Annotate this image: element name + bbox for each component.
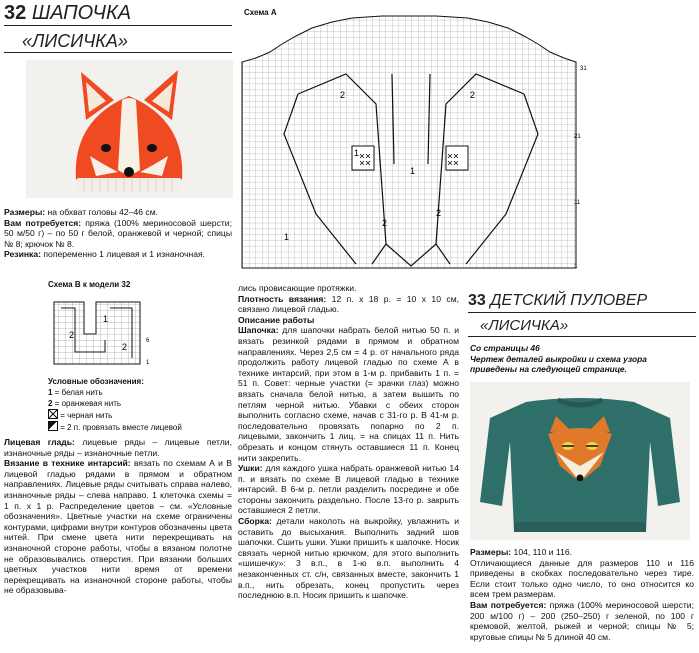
schema-a-label-2b: 2	[382, 218, 388, 228]
schema-a-label-2a: 2	[340, 90, 346, 100]
model33-number: 33	[468, 292, 486, 309]
para-floats: лись провисающие протяжки.	[238, 283, 357, 293]
schema-a-title: Схема А	[244, 8, 277, 17]
schema-b-label-1: 1	[103, 314, 109, 324]
m33-size-note: Отличающиеся данные для размеров 110 и 116 приведены в скобках последовательно через тире. Если стоит только одно число, то оно относится ко всем трем размерам.	[470, 557, 694, 600]
legend-title: Условные обозначения:	[48, 377, 144, 386]
para-gauge: Плотность вязания: 12 п. х 18 р. = 10 х 10 см, связано лицевой гладью.	[238, 293, 459, 315]
fox-sweater-photo	[470, 382, 690, 540]
model32-title-rule	[4, 25, 232, 26]
col1-body-text	[4, 437, 232, 596]
cross-box-icon	[48, 409, 58, 419]
m33-materials: Вам потребуется: пряжа (100% мериносовой шерсти; 200 м/100 г) – 200 (250–250) г зеленой, по 100 г кремовой, желтой, рыжей и черной; спицы № 5; круговые спицы № 5 длиной 40 см.	[470, 599, 694, 642]
legend-black: = черная нить	[48, 409, 228, 421]
schema-a-label-2d: 2	[436, 208, 442, 218]
schema-a-chart	[236, 14, 586, 270]
para-description-heading: Описание работы	[238, 314, 315, 325]
model32-specs	[4, 207, 232, 260]
schema-a-label-1b: 1	[284, 232, 290, 242]
spec-sizes: Размеры: на обхват головы 42–46 см.	[4, 207, 158, 217]
schema-a-label-1c: 1	[410, 166, 416, 176]
schema-a-row-21: 21	[574, 134, 581, 140]
model33-subtitle-rule	[468, 336, 696, 337]
model32-subtitle: «ЛИСИЧКА»	[22, 31, 128, 51]
para-stockinette: Лицевая гладь: лицевые ряды – лицевые петли, изнаночные ряды – изнаночные петли.	[4, 437, 232, 458]
fox-hat-photo	[26, 60, 233, 198]
model32-subtitle-rule	[4, 52, 232, 53]
model32-header	[4, 2, 131, 24]
model33-subtitle: «ЛИСИЧКА»	[480, 317, 569, 334]
model33-header	[468, 292, 647, 310]
schema-a-row-31: 31	[580, 66, 587, 72]
schema-a-row-1: 1	[574, 264, 578, 270]
para-intarsia: Вязание в технике интарсий: вязать по схемам А и В лицевой гладью рядами в прямом и обратном направлениях. Лицевые ряды считывать справа налево, изнаночные ряды – слева направо. 1 клеточка схемы = 1 п. х 1 р. Распределение цветов – см. «Условные обозначения». Цветные участки на схеме ограничены контурами, цифрами внутри контуров обозначены цвета нитей. При смене цвета нити перекрещивать на изнаночной стороне работы, чтобы в вязаном полотне не образовывались отверстия. При вязании больших цветных участков нити время от времени перекрещивать на изнаночной стороне работы, чтобы не образовыва-	[4, 458, 232, 596]
legend-white: 1 = белая нить	[48, 388, 103, 397]
para-assembly: Сборка: детали наколоть на выкройку, увлажнить и оставить до высыхания. Выполнить задний шов шапочки. Сшить ушки. Ушки пришить к шапочке. Носик связать черной нитью крючком, для этого выполнить «шишечку»: 3 в.п., в 1-ю в.п. выполнить 4 незаконченных ст. с/н, связанных вместе, закончить 1 в.п., нить обрезать, конец пропустить через последнюю в.п. Носик пришить к шапочке.	[238, 516, 459, 601]
model33-title-rule	[468, 312, 696, 313]
legend-k2tog: = 2 п. провязать вместе лицевой	[48, 421, 228, 433]
m33-sizes: Размеры: 104, 110 и 116.	[470, 547, 573, 557]
model32-title: ШАПОЧКА	[31, 2, 132, 24]
schema-b-row-6: 6	[146, 338, 150, 344]
schema-b-title: Схема В к модели 32	[48, 280, 131, 289]
schema-b-label-2a: 2	[69, 330, 75, 340]
schema-b-chart	[44, 292, 164, 370]
legend	[48, 376, 228, 433]
model33-text	[470, 547, 694, 642]
schema-a-row-11: 11	[574, 200, 581, 206]
model33-ref	[470, 343, 690, 375]
model32-number: 32	[4, 2, 27, 24]
para-ears: Ушки: для каждого ушка набрать оранжевой нитью 14 п. и вязать по схеме В лицевой гладью в технике интарсий. В 6-м р. петли разделить посредине и обе стороны закончить раздельно. После 13-го р. закрыть оставшиеся 2 петли.	[238, 463, 459, 516]
model33-ref-note: Чертеж деталей выкройки и схема узора приведены на следующей странице.	[470, 353, 647, 374]
spec-materials: Вам потребуется: пряжа (100% мериносовой шерсти; 50 м/50 г) – по 50 г белой, оранжевой и черной; спицы № 8; крючок № 8.	[4, 217, 232, 249]
spec-rib: Резинка: попеременно 1 лицевая и 1 изнаночная.	[4, 249, 206, 260]
schema-a-label-1a: 1	[354, 148, 360, 158]
legend-orange: 2 = оранжевая нить	[48, 399, 122, 408]
schema-a-label-2c: 2	[470, 90, 476, 100]
para-hat: Шапочка: для шапочки набрать белой нитью 50 п. и вязать резинкой рядами в прямом и обратном направлениях. Через 2,5 см = 4 р. от начального ряда продолжить работу лицевой гладью по схеме А в технике интарсий, при этом в 1-м р. прибавить 1 п. = 51 п. Совет: черные участки (= зрачки глаз) можно вязать сначала белой нитью, а затем вышить по петлям черной нитью. Убавки с обеих сторон выполнить согласно схеме, начав с 31-го р. В 41-м р. последовательно провязать попарно по 2 п. лицевыми, закончить 1 лиц. = на спицах 11 п. Нить обрезать и концом стянуть оставшиеся 11 п. Конец нити закрепить.	[238, 325, 459, 463]
k2tog-icon	[48, 421, 58, 431]
model33-title: ДЕТСКИЙ ПУЛОВЕР	[490, 292, 648, 309]
col2-body-text	[238, 283, 459, 601]
schema-b-row-1: 1	[146, 360, 150, 366]
model33-ref-page: Со страницы 46	[470, 343, 540, 353]
schema-b-label-2b: 2	[122, 342, 128, 352]
